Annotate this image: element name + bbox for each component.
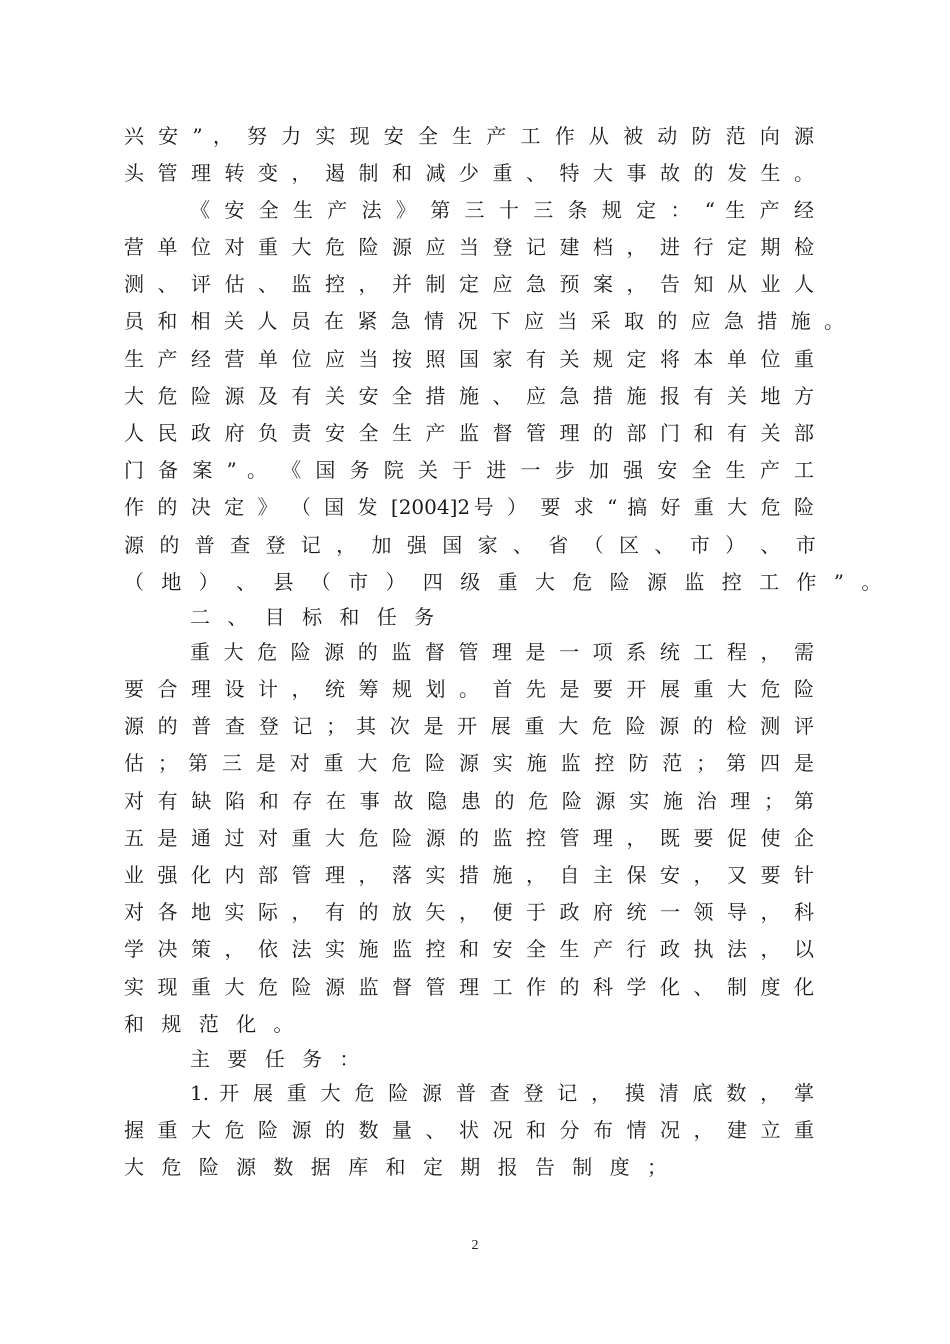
text-line: 员 和 相 关 人 员 在 紧 急 情 况 下 应 当 采 取 的 应 急 措 施 。: [124, 309, 844, 333]
text-line: 门 备 案 ” 。 《 国 务 院 关 于 进 一 步 加 强 安 全 生 产 工: [124, 458, 814, 482]
text-line: 业 强 化 内 部 管 理 ， 落 实 措 施 ， 自 主 保 安 ， 又 要 针: [124, 863, 814, 887]
text-line: 五 是 通 过 对 重 大 危 险 源 的 监 控 管 理 ， 既 要 促 使 企: [124, 826, 814, 850]
text-line: 1. 开 展 重 大 危 险 源 普 查 登 记 ， 摸 清 底 数 ， 掌: [190, 1081, 814, 1105]
text-line: 《 安 全 生 产 法 》 第 三 十 三 条 规 定 ： “ 生 产 经: [190, 198, 814, 222]
text-line: 营 单 位 对 重 大 危 险 源 应 当 登 记 建 档 ， 进 行 定 期 检: [124, 235, 814, 259]
text-line: （ 地 ） 、 县 （ 市 ） 四 级 重 大 危 险 源 监 控 工 作 ” 。: [124, 570, 882, 594]
text-line: 源 的 普 查 登 记 ； 其 次 是 开 展 重 大 危 险 源 的 检 测 评: [124, 714, 814, 738]
text-line: 测 、 评 估 、 监 控 ， 并 制 定 应 急 预 案 ， 告 知 从 业 人: [124, 272, 814, 296]
text-line: 生 产 经 营 单 位 应 当 按 照 国 家 有 关 规 定 将 本 单 位 重: [124, 347, 814, 371]
text-line: 要 合 理 设 计 ， 统 筹 规 划 。 首 先 是 要 开 展 重 大 危 险: [124, 677, 814, 701]
text-line: 学 决 策 ， 依 法 实 施 监 控 和 安 全 生 产 行 政 执 法 ， 以: [124, 937, 814, 961]
text-line: 重 大 危 险 源 的 监 督 管 理 是 一 项 系 统 工 程 ， 需: [190, 640, 814, 664]
text-line: 握 重 大 危 险 源 的 数 量 、 状 况 和 分 布 情 况 ， 建 立 重: [124, 1118, 814, 1142]
text-line: 对 各 地 实 际 ， 有 的 放 矢 ， 便 于 政 府 统 一 领 导 ， 科: [124, 900, 814, 924]
text-line: 大 危 险 源 数 据 库 和 定 期 报 告 制 度 ；: [124, 1155, 668, 1179]
text-line: 人 民 政 府 负 责 安 全 生 产 监 督 管 理 的 部 门 和 有 关 部: [124, 421, 814, 445]
text-line: 源 的 普 查 登 记 ， 加 强 国 家 、 省 （ 区 、 市 ） 、 市: [124, 533, 816, 557]
section-heading: 二 、 目 标 和 任 务: [190, 605, 435, 629]
text-line: 和 规 范 化 。: [124, 1012, 294, 1036]
text-line: 对 有 缺 陷 和 存 在 事 故 隐 患 的 危 险 源 实 施 治 理 ； 第: [124, 789, 814, 813]
text-line: 兴 安 ” ， 努 力 实 现 安 全 生 产 工 作 从 被 动 防 范 向 源: [124, 124, 814, 148]
text-line: 头 管 理 转 变 ， 遏 制 和 减 少 重 、 特 大 事 故 的 发 生 。: [124, 161, 814, 185]
text-line: 大 危 险 源 及 有 关 安 全 措 施 、 应 急 措 施 报 有 关 地 方: [124, 384, 814, 408]
section-heading: 主 要 任 务 ：: [190, 1047, 360, 1071]
text-line: 估 ； 第 三 是 对 重 大 危 险 源 实 施 监 控 防 范 ； 第 四 是: [124, 751, 814, 775]
text-line: 实 现 重 大 危 险 源 监 督 管 理 工 作 的 科 学 化 、 制 度 化: [124, 975, 814, 999]
text-line: 作 的 决 定 》 （ 国 发 [2004]2号 ） 要 求 “ 搞 好 重 大 危 险: [124, 495, 814, 519]
page-number: 2: [471, 1238, 479, 1253]
